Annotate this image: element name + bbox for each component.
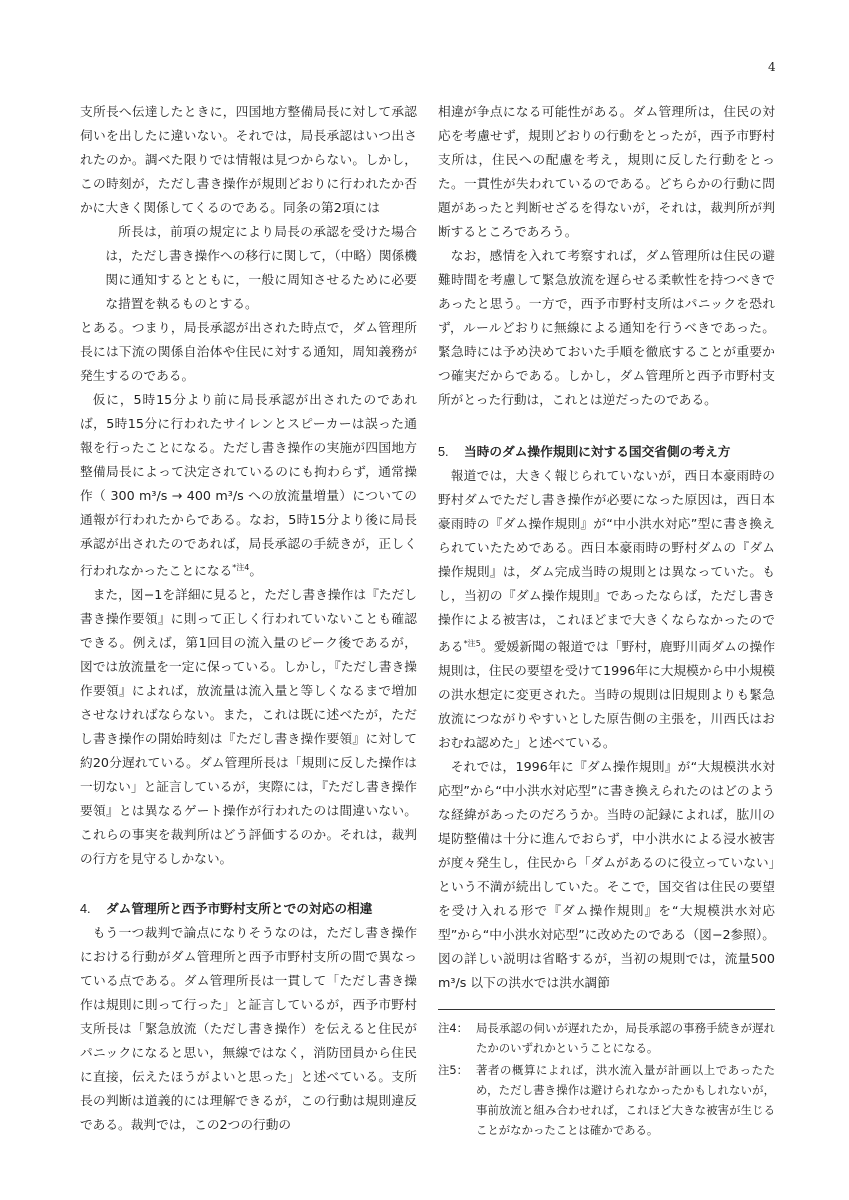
- paragraph: なお，感情を入れて考察すれば，ダム管理所は住民の避難時間を考慮して緊急放流を遅らせる柔軟性を持つべきであったと思う。一方で，西予市野村支所はパニックを恐れず，ルールどおりに無線による通知を行うべきであった。緊急時には予め決めておいた手順を徹底することが重要かつ確実だからである。しかし，ダム管理所と西予市野村支所がとった行動は，これとは逆だったのである。: [438, 248, 775, 407]
- footnote-label: 注5：: [438, 1063, 469, 1078]
- paragraph: 相違が争点になる可能性がある。ダム管理所は，住民の対応を考慮せず，規則どおりの行動をとったが，西予市野村支所は，住民への配慮を考え，規則に反した行動をとった。一貫性が失われているのである。どちらかの行動に問題があったと判断せざるを得ないが，それは，裁判所が判断するところであろう。: [438, 104, 775, 239]
- paragraph: また，図−1を詳細に見ると，ただし書き操作は『ただし書き操作要領』に則って正しく行われていないことも確認できる。例えば，第1回目の流入量のピーク後であるが，図では放流量を一定に保っている。しかし，『ただし書き操作要領』によれば，放流量は流入量と等しくなるまで増加させなければならない。また，これは既に述べたが，ただし書き操作の開始時刻は『ただし書き操作要領』に対して約20分遅れている。ダム管理所長は「規則に反した操作は一切ない」と証言しているが，実際には，『ただし書き操作要領』とは異なるゲート操作が行われたのは間違いない。これらの事実を裁判所はどう評価するのか。それは，裁判の行方を見守るしかない。: [80, 587, 417, 867]
- footnotes: [438, 1018, 775, 1140]
- paragraph: [80, 388, 417, 583]
- section-number: 4.: [80, 902, 91, 917]
- paragraph-text: 仮に，5時15分より前に局長承認が出されたのであれば，5時15分に行われたサイレンとスピーカーは誤った通報を行ったことになる。ただし書き操作の実施が四国地方整備局長によって決定されているのにも拘わらず，通常操作（ 300 m³/s → 400 m³/s への放流量増量）についての通報が行われたからである。なお，5時15分より後に局長承認が出されたのであれば，局長承認の手続きが，正しく行われなかったことになる: [80, 392, 417, 579]
- paragraph: それでは，1996年に『ダム操作規則』が“大規模洪水対応型”から“中小洪水対応型”に書き換えられたのはどのような経緯があったのだろうか。当時の記録によれば，肱川の堤防整備は十分に進んでおらず，中小洪水による浸水被害が度々発生し，住民から「ダムがあるのに役立っていない」という不満が続出していた。そこで，国交省は住民の要望を受け入れる形で『ダム操作規則』を“大規模洪水対応型”から“中小洪水対応型”に改めたのである（図−2参照）。図の詳しい説明は省略するが，当初の規則では，流量500 m³/s 以下の洪水では洪水調節: [438, 759, 775, 991]
- footnote-divider: [438, 1009, 775, 1010]
- left-column: [80, 100, 417, 1137]
- section-title: 当時のダム操作規則に対する国交省側の考え方: [464, 444, 731, 459]
- paragraph: 支所長へ伝達したときに，四国地方整備局長に対して承認伺いを出したに違いない。それでは，局長承認はいつ出されたのか。調べた限りでは情報は見つからない。しかし，この時刻が，ただし書き操作が規則どおりに行われたか否かに大きく関係してくるのである。同条の第2項には: [80, 104, 417, 215]
- footnote-text: 著者の概算によれば，洪水流入量が計画以上であったため，ただし書き操作は避けられなかったかもしれないが，事前放流と組み合わせれば，これほど大きな被害が生じることがなかったことは確かである。: [476, 1063, 775, 1138]
- footnote: [438, 1060, 775, 1140]
- footnote-text: 局長承認の伺いが遅れたか，局長承認の事務手続きが遅れたかのいずれかということになる。: [476, 1021, 775, 1056]
- footnote-label: 注4：: [438, 1021, 469, 1036]
- section-title: ダム管理所と西予市野村支所とでの対応の相違: [106, 901, 373, 917]
- page-number: 4: [768, 60, 776, 74]
- paragraph: [438, 464, 775, 755]
- footnote-ref: *注5: [463, 639, 481, 648]
- right-column: [438, 100, 775, 1142]
- paragraph: とある。つまり，局長承認が出された時点で，ダム管理所長には下流の関係自治体や住民に対する通知，周知義務が発生するのである。: [80, 320, 417, 383]
- footnote: [438, 1018, 775, 1058]
- paragraph-text-continued: 。愛媛新聞の報道では「野村，鹿野川両ダムの操作規則は，住民の要望を受けて1996年に大規模から中小規模の洪水想定に変更された。当時の規則は旧規則よりも緊急放流につながりやすいとした原告側の主張を，川西氏はおおむね認めた」と述べている。: [438, 639, 776, 751]
- paragraph-end: 。: [249, 563, 263, 579]
- paragraph: もう一つ裁判で論点になりそうなのは，ただし書き操作における行動がダム管理所と西予市野村支所の間で異なっている点である。ダム管理所長は一貫して「ただし書き操作は規則に則って行った」と証言しているが，西予市野村支所長は「緊急放流（ただし書き操作）を伝えると住民がパニックになると思い，無線ではなく，消防団員から住民に直接，伝えたほうがよいと思った」と述べている。支所長の判断は道義的には理解できるが，この行動は規則違反である。裁判では，この2つの行動の: [80, 925, 417, 1133]
- section-number: 5.: [438, 445, 449, 459]
- section-heading: [438, 440, 775, 464]
- block-quote: 所長は，前項の規定により局長の承認を受けた場合は，ただし書き操作への移行に関して，（中略）関係機関に通知するとともに，一般に周知させるために必要な措置を執るものとする。: [105, 224, 417, 311]
- paragraph-text: 報道では，大きく報じられていないが，西日本豪雨時の野村ダムでただし書き操作が必要になった原因は，西日本豪雨時の『ダム操作規則』が“中小洪水対応”型に書き換えられていたためである。西日本豪雨時の野村ダムの『ダム操作規則』は，ダム完成当時の規則とは異なっていた。もし，当初の『ダム操作規則』であったならば，ただし書き操作による被害は，これほどまで大きくならなかったのである: [438, 468, 775, 655]
- section-heading: [80, 897, 417, 921]
- footnote-ref: *注4: [232, 563, 250, 572]
